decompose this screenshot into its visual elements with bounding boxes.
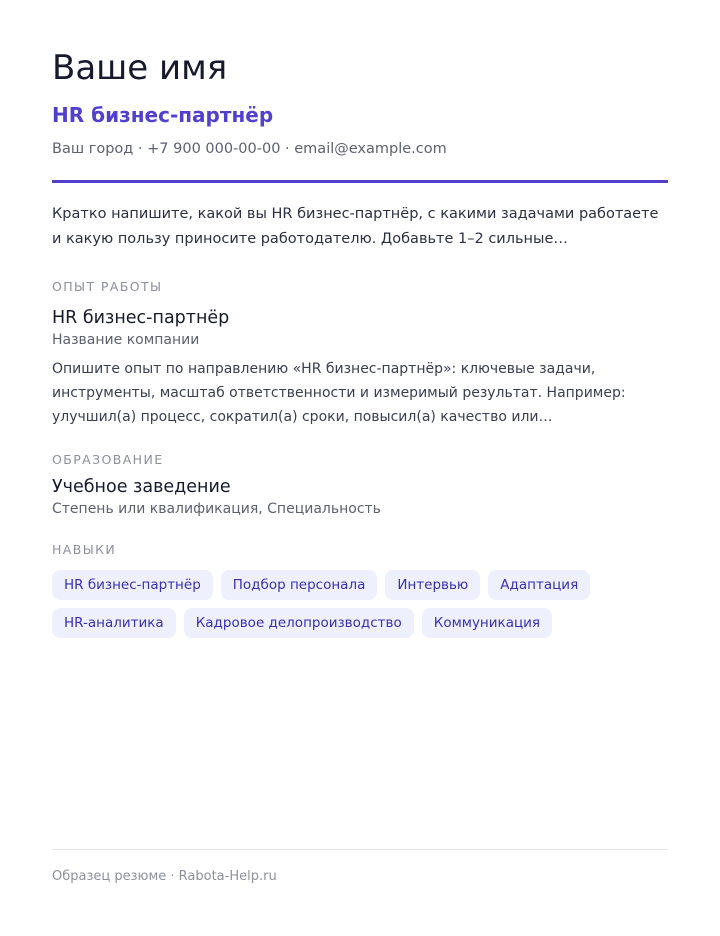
skill-chip: Кадровое делопроизводство bbox=[184, 608, 414, 638]
company-name: Название компании bbox=[52, 332, 200, 348]
skill-chip: HR-аналитика bbox=[52, 608, 176, 638]
resume-role: HR бизнес-партнёр bbox=[52, 103, 274, 127]
skills-section-title: НАВЫКИ bbox=[52, 542, 117, 557]
footer-text: Образец резюме · Rabota-Help.ru bbox=[52, 869, 277, 884]
education-institution: Учебное заведение bbox=[52, 477, 231, 497]
job-title: HR бизнес-партнёр bbox=[52, 308, 230, 328]
skills-list bbox=[52, 570, 672, 638]
contact-line: Ваш город · +7 900 000-00-00 · email@example.com bbox=[52, 141, 447, 157]
job-description: Опишите опыт по направлению «HR бизнес-партнёр»: ключевые задачи, инструменты, масштаб ответственности и измеримый результат. Например: улучшил(а) процесс, сократил(а) сроки, повысил(а) качество или… bbox=[52, 361, 626, 425]
summary-text: Кратко напишите, какой вы HR бизнес-партнёр, с какими задачами работаете и какую пользу приносите работодателю. Добавьте 1–2 сильные… bbox=[52, 206, 659, 247]
skill-chip: HR бизнес-партнёр bbox=[52, 570, 213, 600]
header-divider bbox=[52, 180, 668, 183]
resume-name: Ваше имя bbox=[52, 48, 228, 88]
skill-chip: Подбор персонала bbox=[221, 570, 378, 600]
skill-chip: Коммуникация bbox=[422, 608, 552, 638]
footer-divider bbox=[52, 849, 668, 850]
skill-chip: Адаптация bbox=[488, 570, 590, 600]
education-section-title: ОБРАЗОВАНИЕ bbox=[52, 452, 164, 467]
experience-section-title: ОПЫТ РАБОТЫ bbox=[52, 279, 163, 294]
education-degree: Степень или квалификация, Специальность bbox=[52, 501, 381, 517]
skill-chip: Интервью bbox=[385, 570, 480, 600]
